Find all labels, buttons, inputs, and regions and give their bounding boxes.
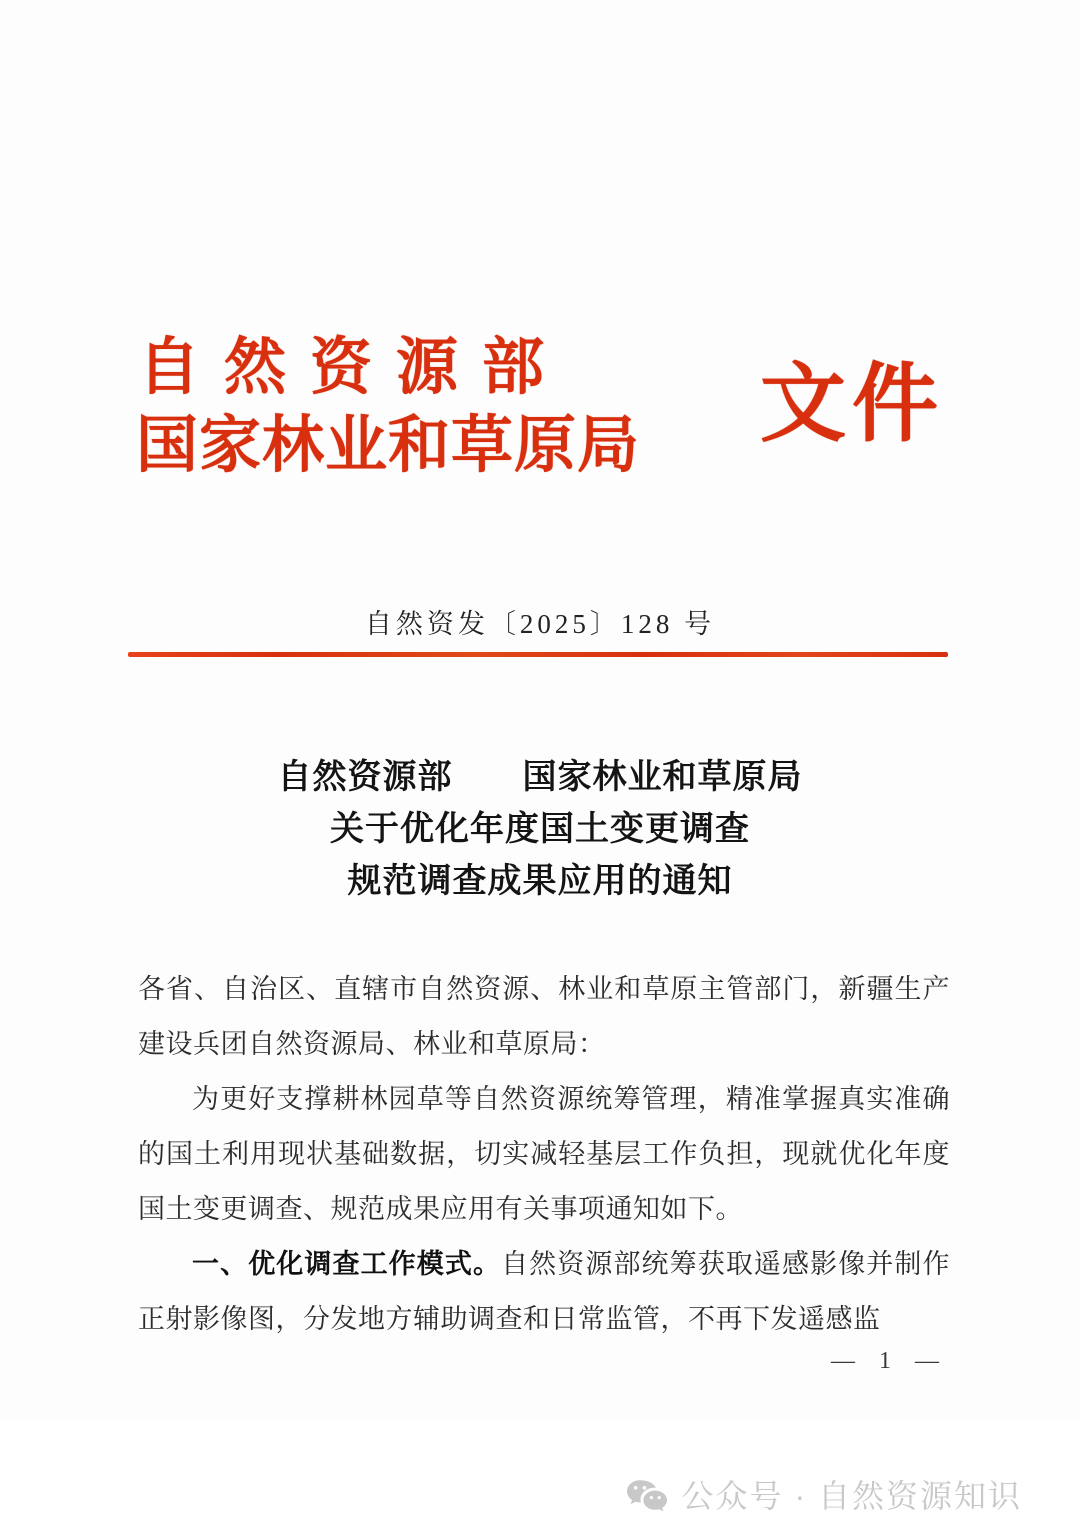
wechat-icon — [626, 1479, 668, 1513]
red-divider-rule — [128, 652, 948, 657]
body-paragraph-1: 为更好支撑耕林园草等自然资源统筹管理，精准掌握真实准确的国土利用现状基础数据，切实减轻基层工作负担，现就优化年度国土变更调查、规范成果应用有关事项通知如下。 — [138, 1084, 950, 1224]
masthead-agency-names — [128, 330, 748, 486]
masthead-agency-line-1: 自然资源部 — [138, 334, 569, 402]
section-1-heading: 一、优化调查工作模式。 — [192, 1249, 502, 1279]
page-number: — 1 — — [831, 1348, 948, 1374]
document-number: 自然资发〔2025〕128 号 — [364, 609, 716, 639]
title-line-3: 规范调查成果应用的通知 — [347, 863, 733, 900]
masthead-agency-line-2: 国家林业和草原局 — [136, 412, 641, 480]
section-1-text: 自然资源部统筹获取遥感影像并制作正射影像图，分发地方辅助调查和日常监管，不再下发遥感监 — [138, 1249, 951, 1334]
body-paragraph-section-1 — [138, 1237, 950, 1347]
addressee-paragraph: 各省、自治区、直辖市自然资源、林业和草原主管部门，新疆生产建设兵团自然资源局、林业和草原局： — [138, 974, 950, 1059]
document-body — [138, 962, 950, 1347]
title-line-1: 自然资源部 国家林业和草原局 — [277, 759, 803, 796]
watermark-text: 公众号 · 自然资源知识 — [681, 1478, 1022, 1514]
title-line-2: 关于优化年度国土变更调查 — [330, 811, 750, 848]
watermark-footer — [0, 1466, 1080, 1526]
masthead-doctype-label: 文件 — [760, 356, 944, 452]
masthead — [128, 330, 952, 530]
document-title — [128, 752, 952, 908]
